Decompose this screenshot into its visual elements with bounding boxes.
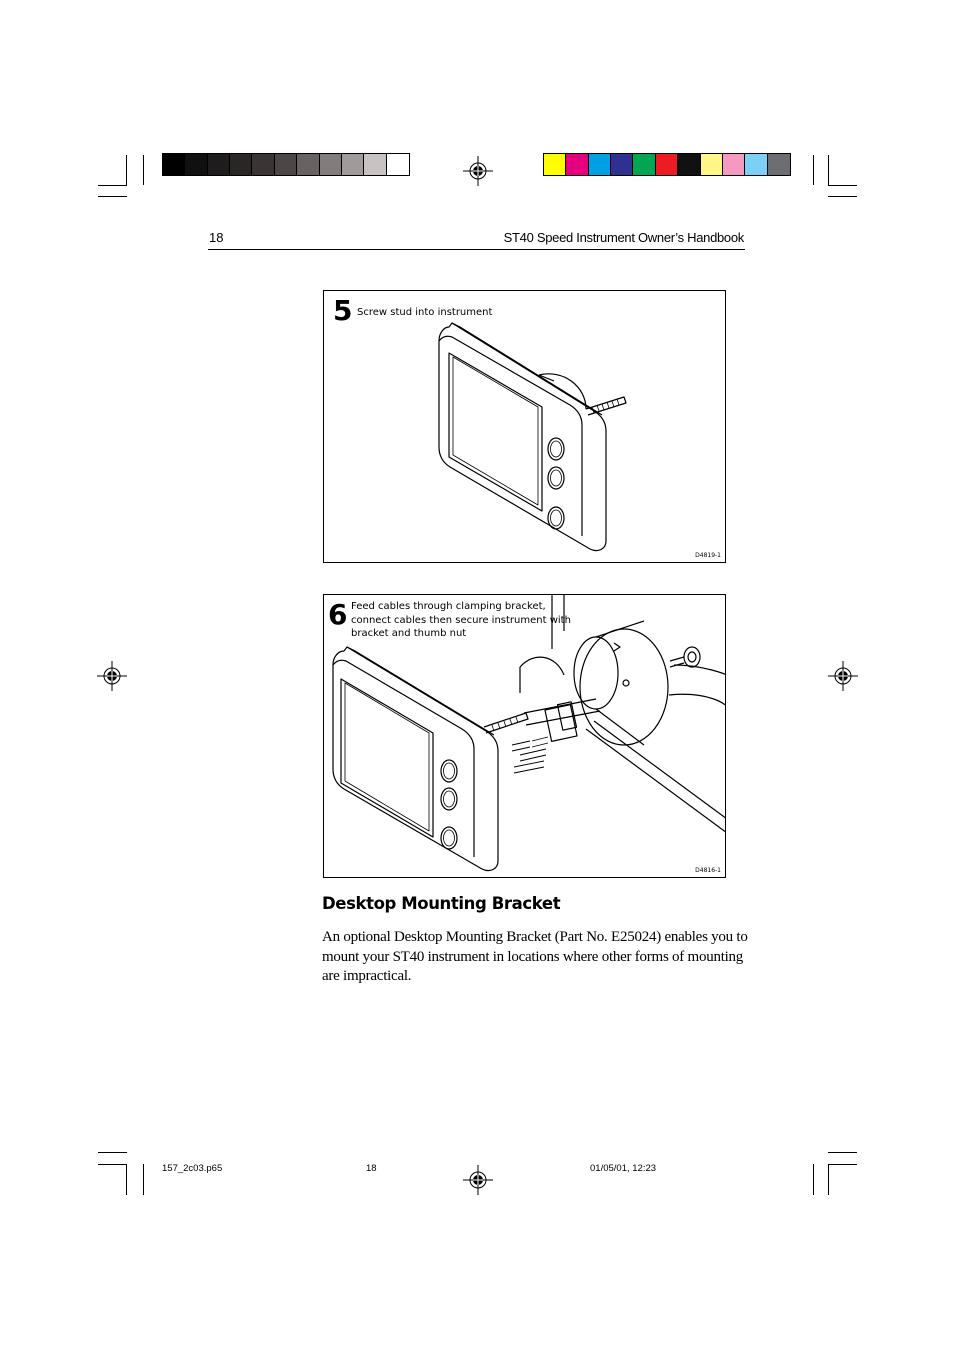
process-swatch (611, 154, 633, 175)
bracket-assembly-illustration (324, 595, 726, 878)
grayscale-swatch (320, 154, 342, 175)
slug-datetime: 01/05/01, 12:23 (590, 1163, 657, 1174)
process-swatch (544, 154, 566, 175)
process-swatch (656, 154, 678, 175)
figure-step-6 (323, 594, 726, 878)
running-title: ST40 Speed Instrument Owner’s Handbook (503, 230, 744, 245)
figure-id: D4816-1 (695, 867, 721, 874)
grayscale-swatch (364, 154, 386, 175)
process-swatch (678, 154, 700, 175)
process-swatch (723, 154, 745, 175)
grayscale-swatch (230, 154, 252, 175)
process-swatch (589, 154, 611, 175)
grayscale-swatch (275, 154, 297, 175)
grayscale-swatch (387, 154, 409, 175)
header-rule (208, 249, 745, 250)
slug-filename: 157_2c03.p65 (162, 1163, 223, 1174)
grayscale-swatch (208, 154, 230, 175)
process-swatch (633, 154, 655, 175)
caption-line: Feed cables through clamping bracket, (351, 601, 546, 612)
process-swatch (701, 154, 723, 175)
instrument-illustration (324, 291, 726, 563)
process-swatch (745, 154, 767, 175)
grayscale-swatch (163, 154, 185, 175)
figure-step-5 (323, 290, 726, 563)
step-number: 6 (328, 598, 348, 631)
grayscale-color-bar (162, 153, 410, 176)
registration-target-icon (463, 1165, 493, 1195)
step-number: 5 (333, 294, 353, 327)
grayscale-swatch (342, 154, 364, 175)
grayscale-swatch (297, 154, 319, 175)
registration-target-icon (828, 661, 858, 691)
step-caption: Screw stud into instrument (357, 307, 493, 318)
body-paragraph: An optional Desktop Mounting Bracket (Part No. E25024) enables you to mount your ST40 instrument in locations where other forms of mounting are impractical. (322, 929, 748, 984)
figure-id: D4819-1 (695, 552, 721, 559)
process-color-bar (543, 153, 791, 176)
process-swatch (768, 154, 790, 175)
caption-line: bracket and thumb nut (351, 628, 467, 639)
caption-line: connect cables then secure instrument with (351, 614, 571, 626)
registration-target-icon (97, 661, 127, 691)
section-heading: Desktop Mounting Bracket (322, 894, 561, 913)
slug-page: 18 (366, 1163, 377, 1174)
process-swatch (566, 154, 588, 175)
grayscale-swatch (252, 154, 274, 175)
registration-target-icon (463, 156, 493, 186)
grayscale-swatch (185, 154, 207, 175)
page-number: 18 (209, 230, 224, 245)
